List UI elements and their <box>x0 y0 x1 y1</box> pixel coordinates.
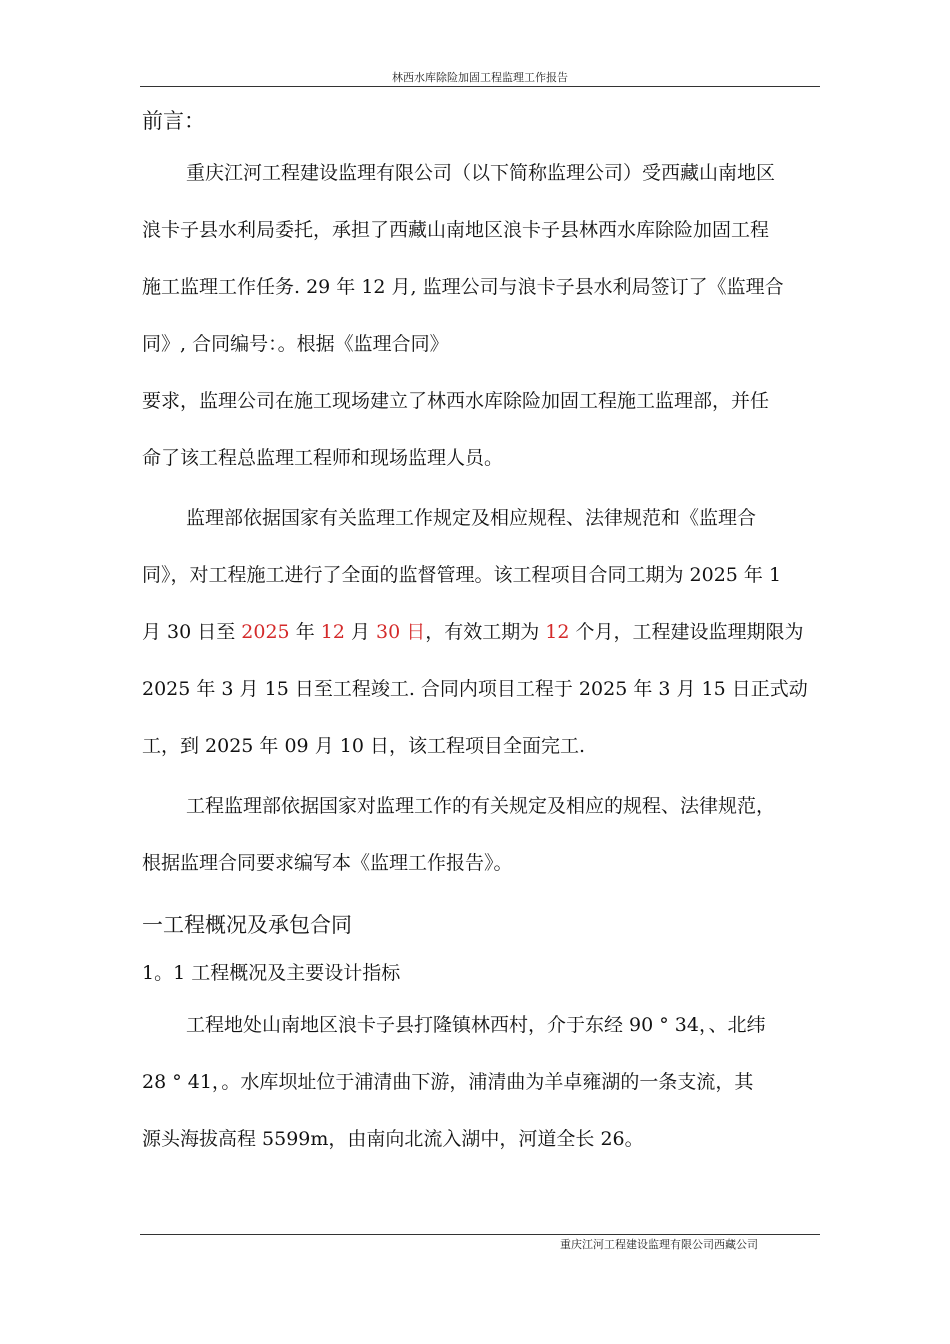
highlight-month: 12 <box>320 621 345 643</box>
preface-p1-line: 同》, 合同编号：。根据《监理合同》 <box>142 333 449 355</box>
text-run: 个月，工程建设监理期限为 <box>569 621 804 643</box>
preface-p2-line: 监理部依据国家有关监理工作规定及相应规程、法律规范和《监理合 <box>186 507 757 529</box>
page-header <box>140 70 820 87</box>
section-body-line: 工程地处山南地区浪卡子县打隆镇林西村，介于东经 90 ° 34，、北纬 <box>186 1014 766 1036</box>
preface-p1-line: 施工监理工作任务. 29 年 12 月, 监理公司与浪卡子县水利局签订了《监理合 <box>142 276 784 298</box>
page-footer <box>140 1234 820 1251</box>
highlight-year: 2025 <box>241 621 290 643</box>
highlight-duration: 12 <box>545 621 570 643</box>
section-title: 一工程概况及承包合同 <box>142 913 352 937</box>
preface-title: 前言： <box>142 109 205 133</box>
preface-p3-line: 根据监理合同要求编写本《监理工作报告》。 <box>142 852 513 874</box>
text-run: 月 30 日至 <box>142 621 242 643</box>
preface-p1-line: 浪卡子县水利局委托，承担了西藏山南地区浪卡子县林西水库除险加固工程 <box>142 219 770 241</box>
preface-p2-line: 工，到 2025 年 09 月 10 日，该工程项目全面完工. <box>142 735 585 757</box>
section-body-line: 源头海拔高程 5599m，由南向北流入湖中，河道全长 26。 <box>142 1128 644 1150</box>
preface-p2-line: 同》，对工程施工进行了全面的监督管理。该工程项目合同工期为 2025 年 1 <box>142 564 782 586</box>
preface-p2-line: 2025 年 3 月 15 日至工程竣工. 合同内项目工程于 2025 年 3 月 15 日正式动 <box>142 678 808 700</box>
text-run: 月 <box>344 621 377 643</box>
footer-company: 重庆江河工程建设监理有限公司西藏公司 <box>560 1238 758 1251</box>
preface-p2-line <box>142 619 804 645</box>
preface-p1-line: 要求，监理公司在施工现场建立了林西水库除险加固工程施工监理部，并任 <box>142 390 770 412</box>
preface-p1-line: 重庆江河工程建设监理有限公司（以下简称监理公司）受西藏山南地区 <box>186 162 776 184</box>
subsection-title: 1。1 工程概况及主要设计指标 <box>142 962 401 984</box>
text-run: 年 <box>289 621 321 643</box>
section-body-line: 28 ° 41，。水库坝址位于浦清曲下游，浦清曲为羊卓雍湖的一条支流，其 <box>142 1071 754 1093</box>
text-run: ，有效工期为 <box>425 621 546 643</box>
preface-p3-line: 工程监理部依据国家对监理工作的有关规定及相应的规程、法律规范， <box>186 795 776 817</box>
highlight-day: 30 日 <box>376 621 426 643</box>
preface-p1-line: 命了该工程总监理工程师和现场监理人员。 <box>142 447 504 469</box>
header-title: 林西水库除险加固工程监理工作报告 <box>392 71 568 84</box>
